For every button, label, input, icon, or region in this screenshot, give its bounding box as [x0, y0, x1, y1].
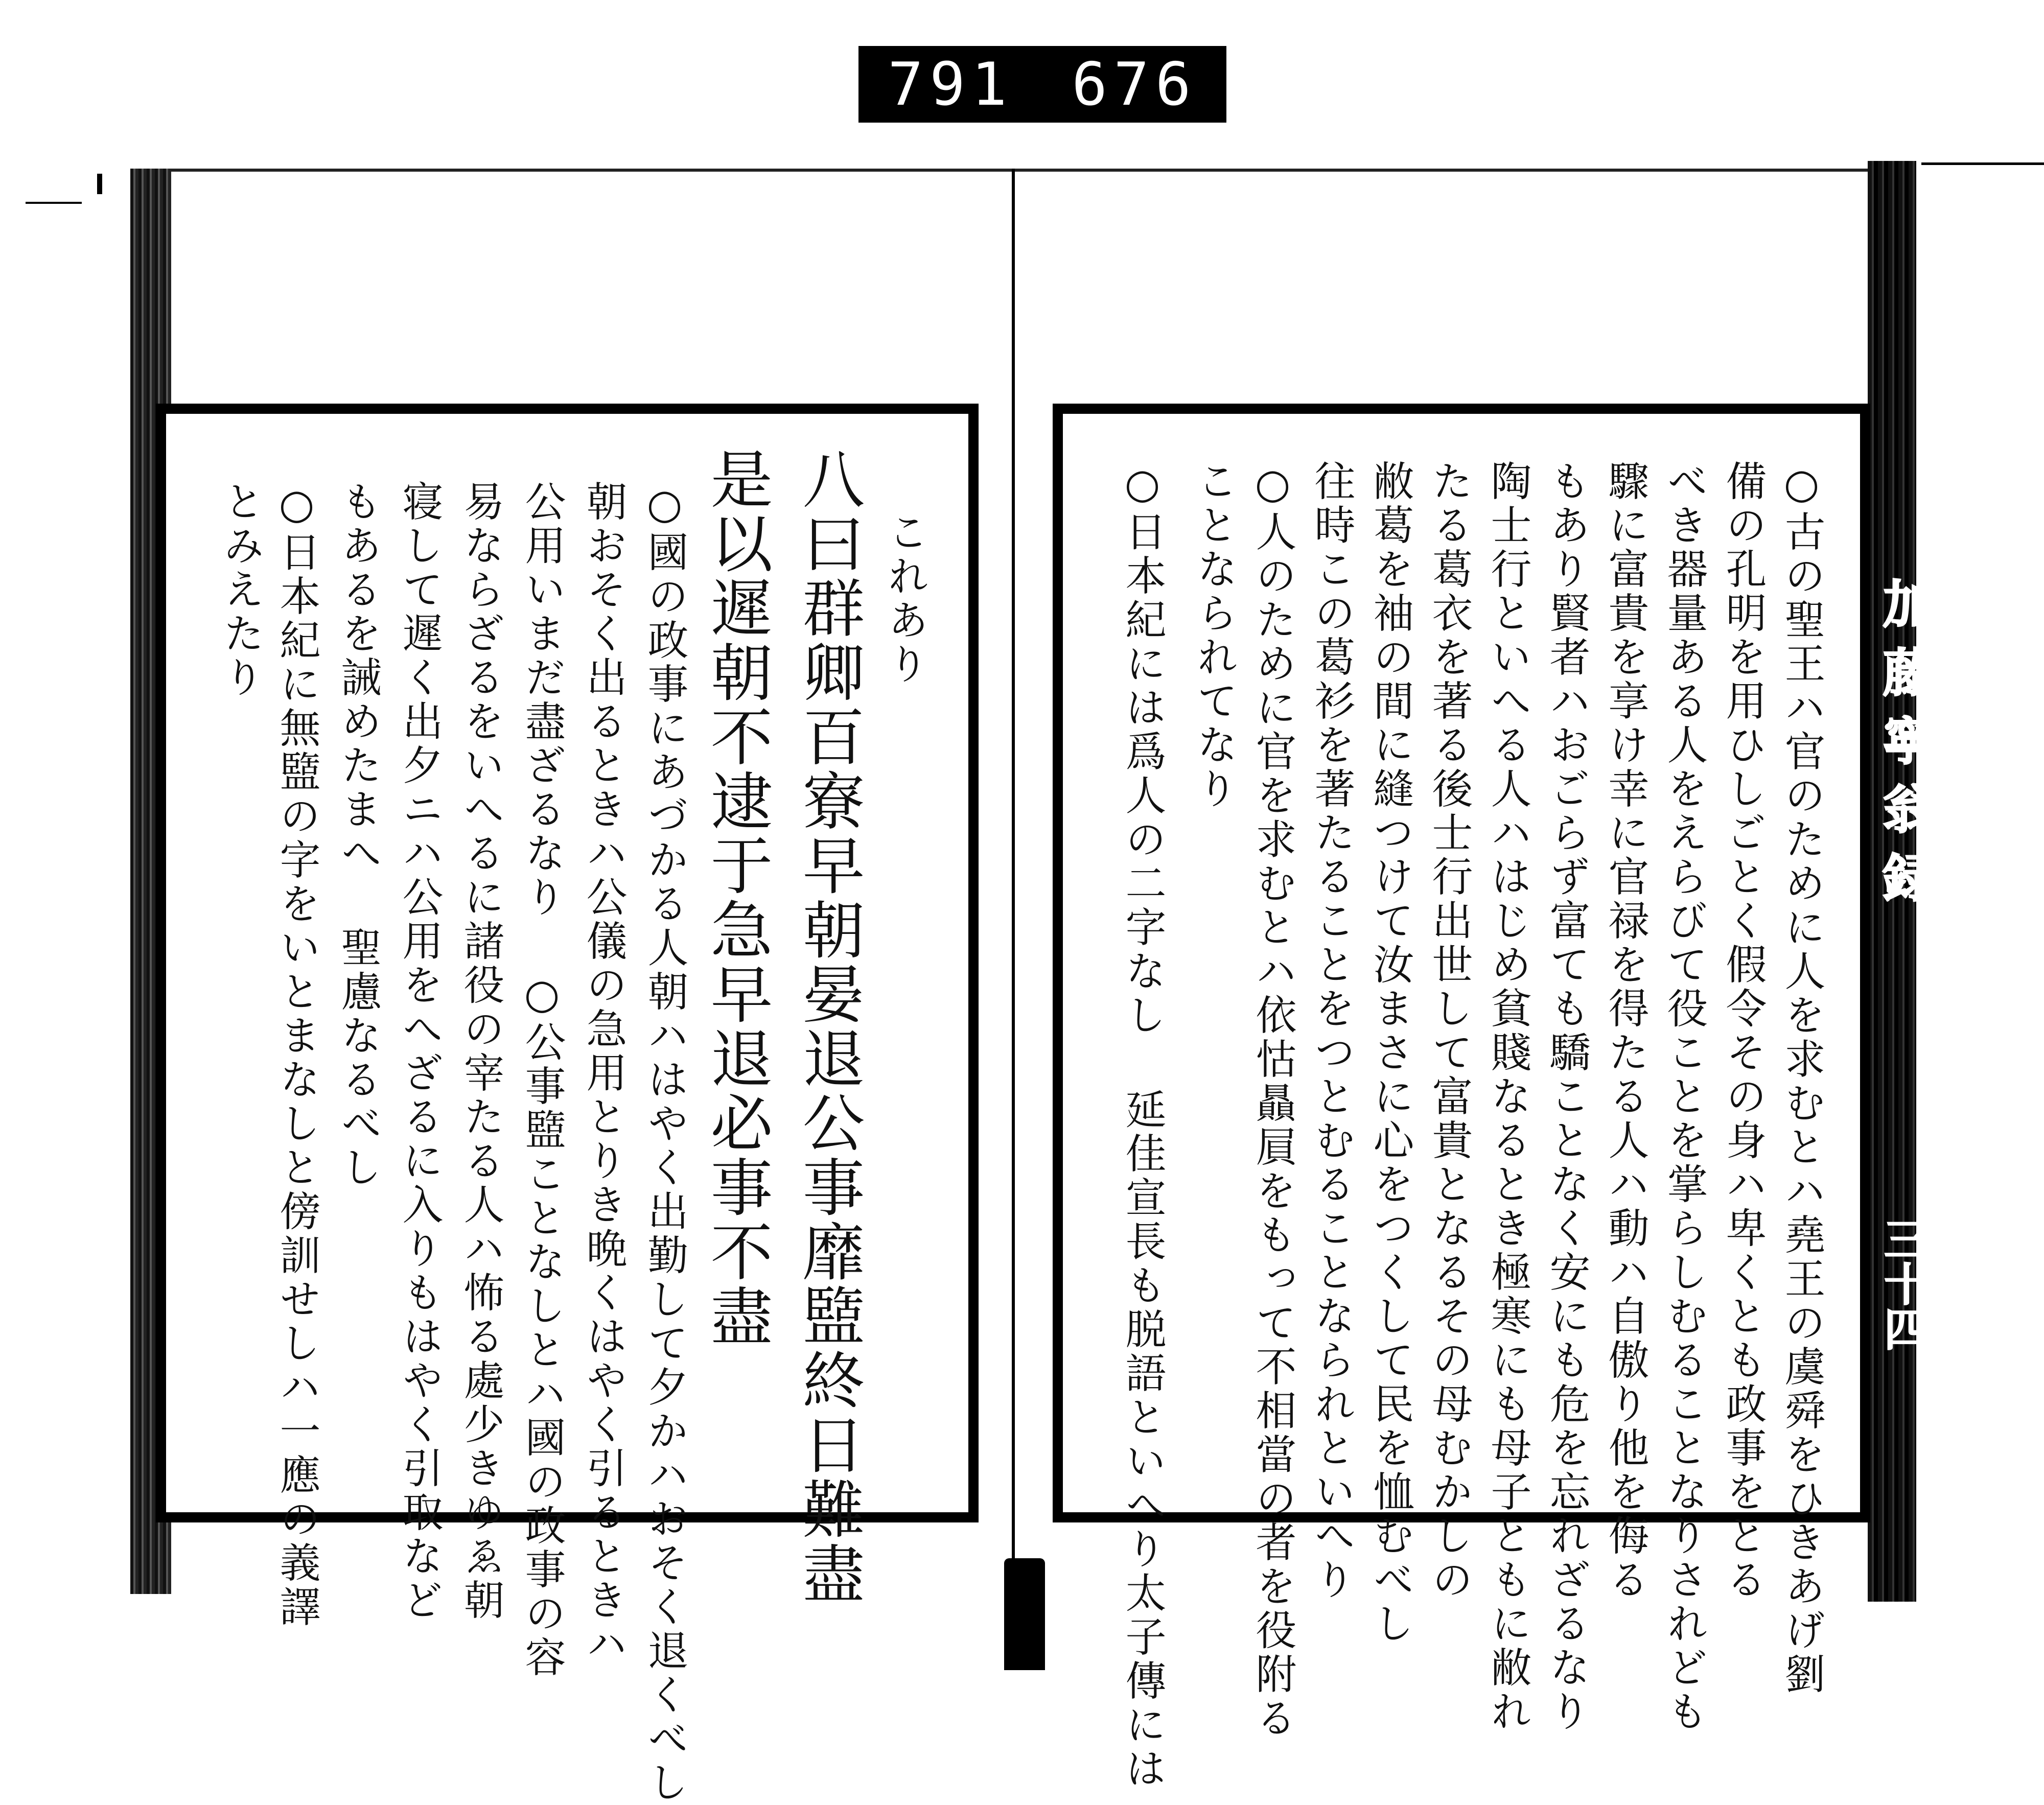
text-column: 八曰群卿百寮早朝晏退公事靡盬終日難盡	[792, 447, 865, 1606]
text-column: 公用いまだ盡ざるなり ○公事盬ことなしとハ國の政事の容	[518, 480, 566, 1680]
text-column: ○日本紀に無盬の字をいとまなしと傍訓せしハ一應の義譯	[273, 480, 320, 1629]
right-page-number: 三十四	[1877, 1216, 1930, 1351]
catalog-number-right: 676	[1072, 50, 1197, 119]
text-column: もあり賢者ハおごらず富ても驕ことなく安にも危を忘れざるなり	[1543, 460, 1590, 1734]
scan-mark	[26, 202, 82, 204]
right-page-margin-title: 加藤寧翁録	[1874, 577, 1935, 920]
text-column: ○人のために官を求むとハ依怙贔屓をもって不相當の者を役附る	[1249, 460, 1296, 1741]
text-column: これあり	[881, 511, 928, 687]
text-column: 朝おそく出るときハ公儀の急用とりき晩くはやく引るときハ	[579, 480, 627, 1667]
text-column: 備の孔明を用ひしごとく假令その身ハ卑くとも政事をとる	[1719, 460, 1767, 1602]
catalog-label	[858, 46, 1226, 123]
catalog-number-left: 791	[888, 50, 1013, 119]
text-column: たる葛衣を著る後士行出世して富貴となるその母むかしの	[1425, 460, 1473, 1602]
scan-mark	[1921, 162, 2044, 165]
text-column: 陶士行といへる人ハはじめ貧賤なるとき極寒にも母子ともに敝れ	[1484, 460, 1531, 1734]
binding-clasp	[1004, 1558, 1045, 1670]
page-gutter	[1012, 169, 1015, 1599]
text-column: ことなられてなり	[1190, 460, 1238, 811]
text-column: 易ならざるをいへるに諸役の宰たる人ハ怖る處少きゆゑ朝	[457, 480, 504, 1623]
text-column: もあるを誡めたまへ 聖慮なるべし	[334, 480, 382, 1190]
text-column: べき器量ある人をえらびて役ことを掌らしむることなりされども	[1660, 460, 1708, 1734]
text-column: 寝して遲く出夕ニハ公用をへざるに入りもはやく引取など	[396, 480, 443, 1623]
text-column: 驟に富貴を享け幸に官禄を得たる人ハ動ハ自傲り他を侮る	[1601, 460, 1649, 1602]
right-text-block	[1065, 429, 1847, 1791]
text-column: とみえたり	[217, 480, 264, 700]
text-column: ○國の政事にあづかる人朝ハはやく出勤して夕かハおそく退くべし	[641, 480, 688, 1805]
text-column: 是以遲朝不逮于急早退必事不盡	[700, 447, 773, 1348]
text-column: ○古の聖王ハ官のために人を求むとハ堯王の虞舜をひきあげ劉	[1778, 460, 1825, 1697]
left-text-block	[194, 429, 966, 1805]
scan-mark	[97, 174, 102, 194]
text-column: 往時この葛衫を著たることをつとむることなられといへり	[1308, 460, 1355, 1602]
text-column: 敝葛を袖の間に縫つけて汝まさに心をつくして民を恤むべし	[1366, 460, 1414, 1646]
text-column: ○日本紀には爲人の二字なし 延佳宣長も脱語といへり太子傳には	[1119, 460, 1166, 1791]
